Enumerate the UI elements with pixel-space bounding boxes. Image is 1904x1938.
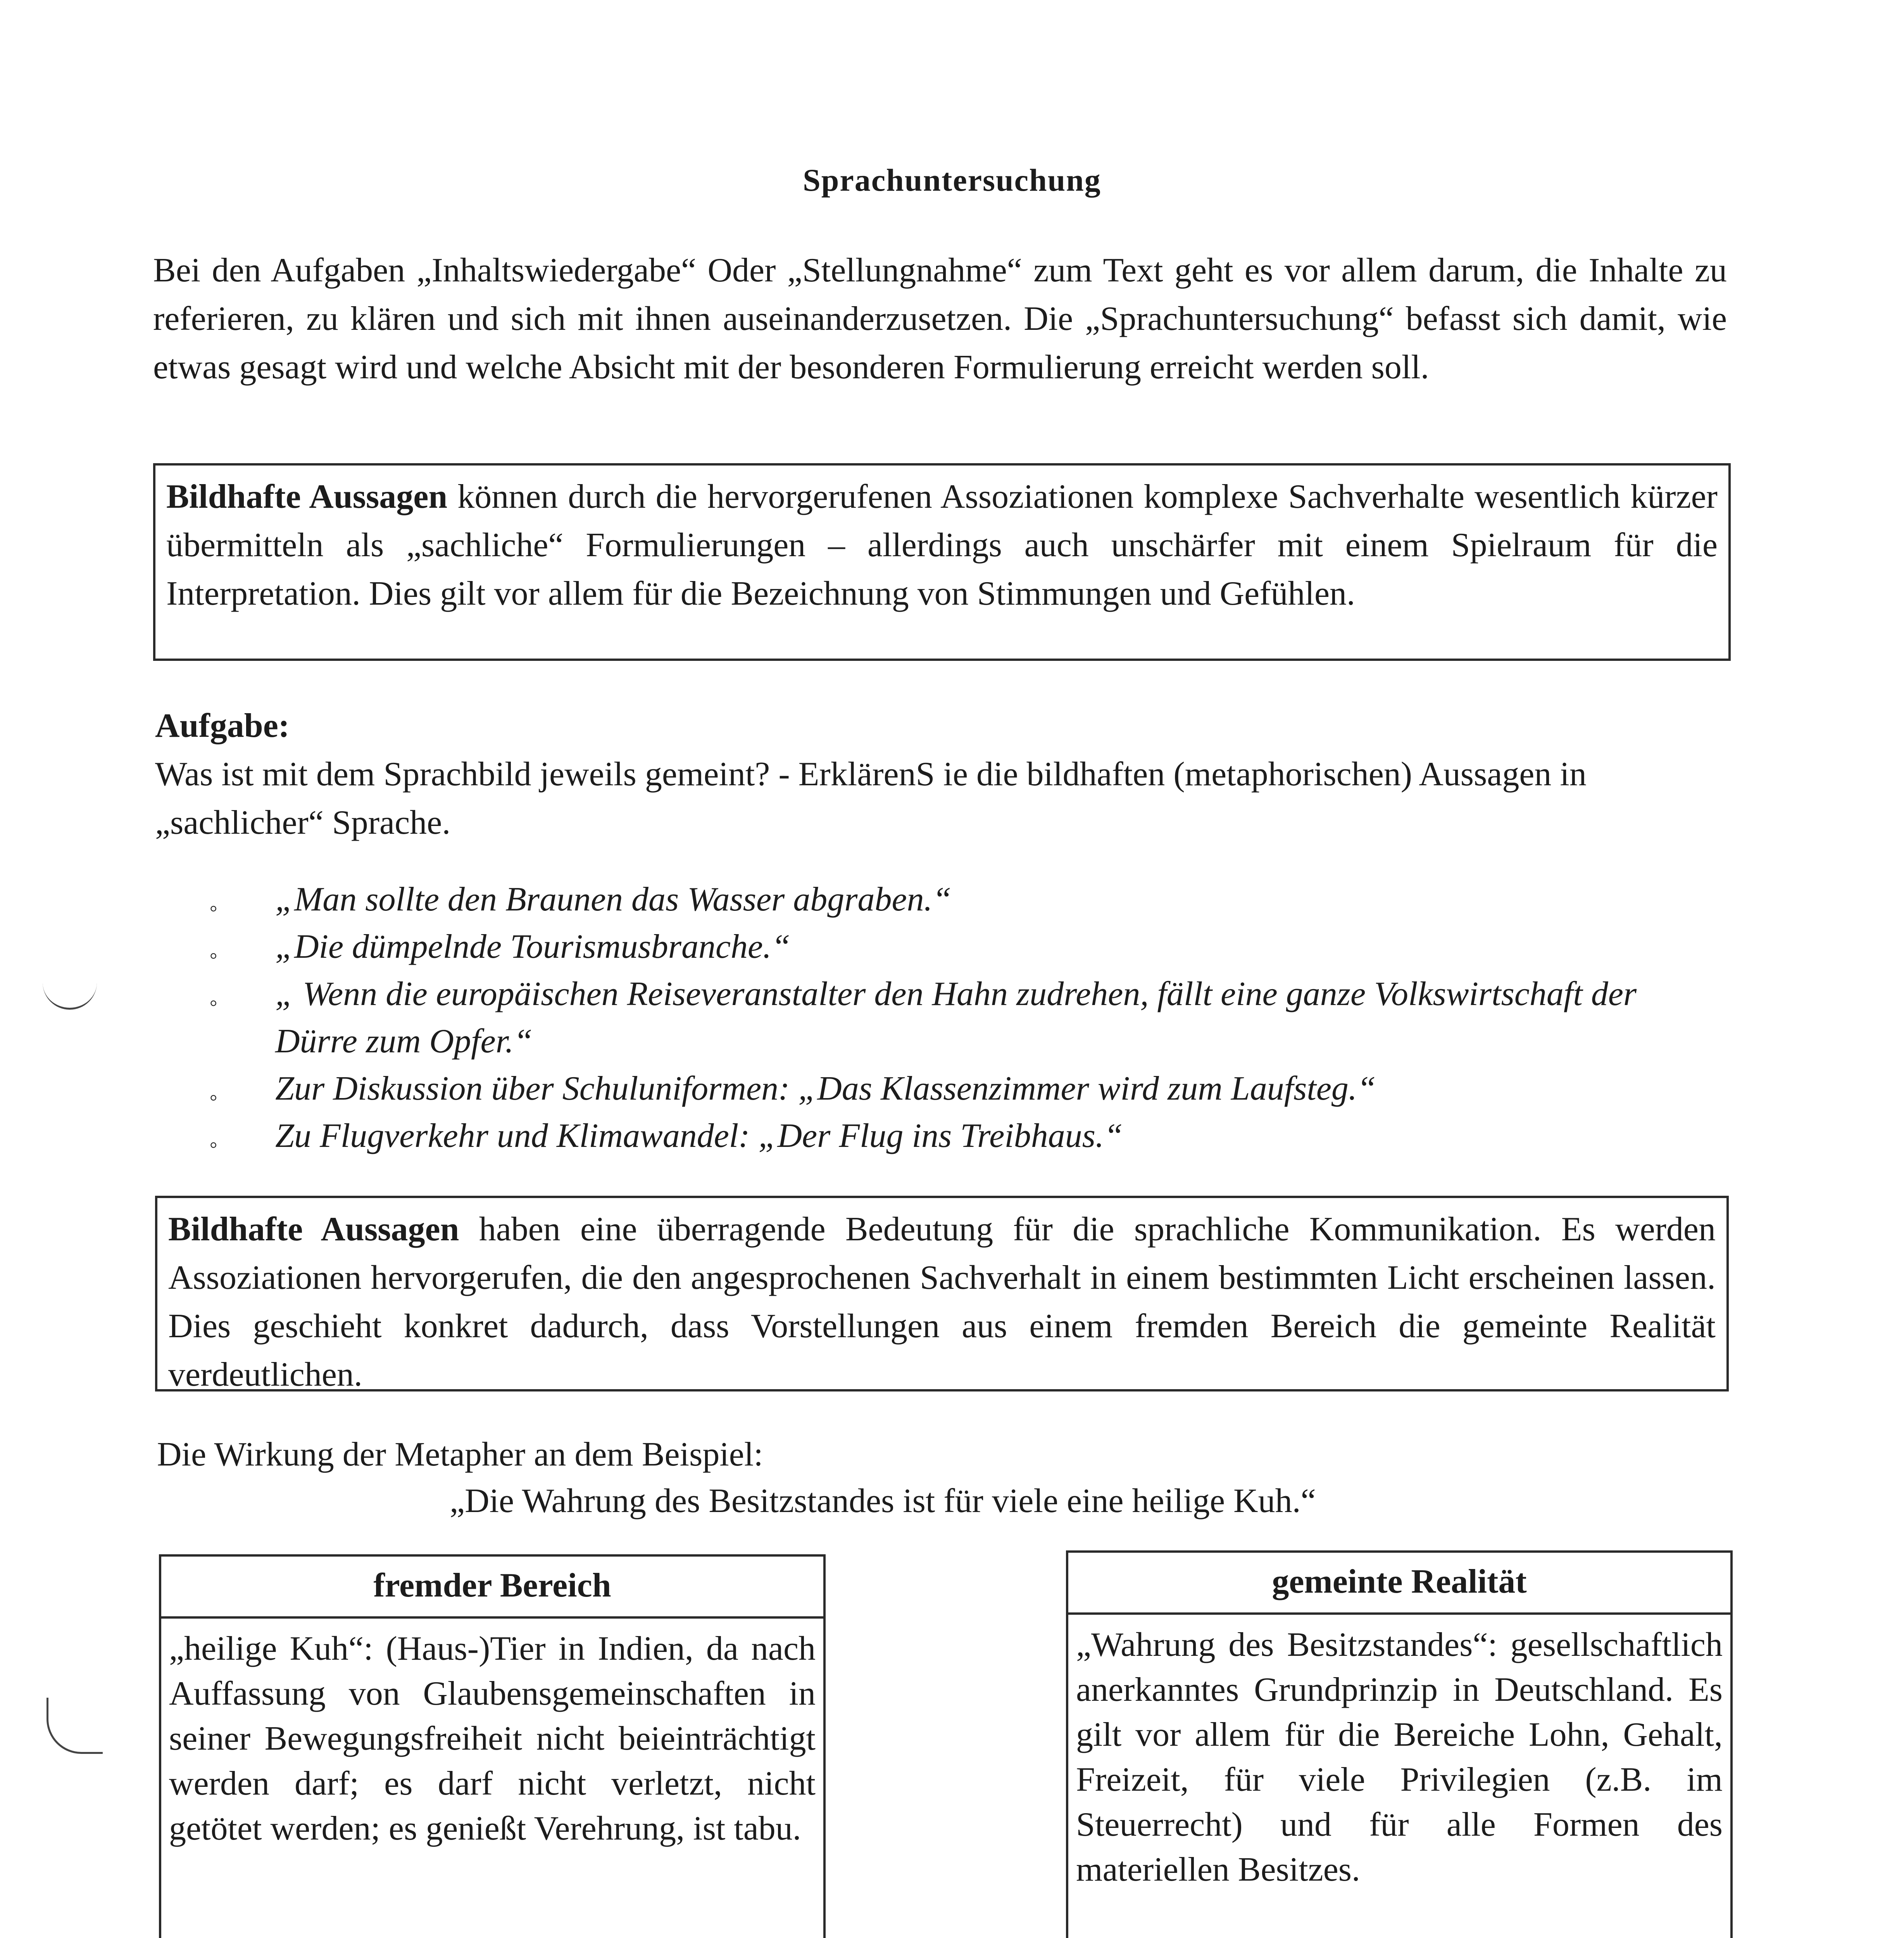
- info-box-2-body: haben eine überragende Bedeutung für die sprachliche Kommunikation. Es werden Assoziationen hervorgerufen, die den angesprochenen Sachverhalt in einem bestimmten Licht erscheinen lassen. Dies geschieht konkret dadurch, dass Vorstellungen aus einem fremden Bereich die gemeinte Realität verdeutlichen.: [168, 1210, 1716, 1393]
- comparison-left-heading: fremder Bereich: [161, 1557, 823, 1619]
- info-box-1-heading: Bildhafte Aussagen: [166, 478, 448, 516]
- bullet-icon: ◦: [209, 943, 218, 968]
- bullet-icon: ◦: [209, 895, 218, 921]
- list-item: ◦ „Die dümpelnde Tourismusbranche.“: [209, 923, 1644, 971]
- info-box-1: [153, 463, 1731, 661]
- scan-mark: [47, 1698, 103, 1754]
- list-item: ◦ „Man sollte den Braunen das Wasser abgraben.“: [209, 876, 1644, 923]
- comparison-box-right: [1066, 1550, 1733, 1938]
- info-box-2: [155, 1196, 1729, 1391]
- list-item: ◦ Zur Diskussion über Schuluniformen: „Das Klassenzimmer wird zum Laufsteg.“: [209, 1065, 1644, 1112]
- comparison-right-text: „Wahrung des Besitzstandes“: gesellschaftlich anerkanntes Grundprinzip in Deutschland. Es gilt vor allem für die Bereiche Lohn, Gehalt, Freizeit, für viele Privilegien (z.B. im Steuerrecht) und für alle Formen des materiellen Besitzes.: [1076, 1626, 1723, 1888]
- list-item: ◦ Zu Flugverkehr und Klimawandel: „Der Flug ins Treibhaus.“: [209, 1112, 1644, 1160]
- task-text: Was ist mit dem Sprachbild jeweils gemeint? - ErklärenS ie die bildhaften (metaphorischen) Aussagen in „sachlicher“ Sprache.: [155, 755, 1587, 841]
- task-section: [155, 702, 1706, 847]
- info-box-2-text: [168, 1205, 1716, 1399]
- bullet-icon: ◦: [209, 1132, 218, 1157]
- comparison-left-text: „heilige Kuh“: (Haus-)Tier in Indien, da nach Auffassung von Glaubensgemeinschaften in seiner Bewegungsfreiheit nicht beieinträchtigt werden darf; es darf nicht verletzt, nicht getötet werden; es genießt Verehrung, ist tabu.: [169, 1630, 816, 1847]
- intro-paragraph: [153, 246, 1727, 391]
- comparison-box-left: [159, 1554, 826, 1938]
- info-box-1-text: [166, 472, 1718, 618]
- example-intro: Die Wirkung der Metapher an dem Beispiel:: [157, 1436, 763, 1473]
- info-box-2-heading: Bildhafte Aussagen: [168, 1210, 459, 1248]
- metaphor-list: [209, 876, 1644, 1160]
- scan-mark: [43, 973, 97, 1010]
- task-heading: Aufgabe:: [155, 707, 290, 745]
- bullet-icon: ◦: [209, 1085, 218, 1110]
- list-item: ◦ „ Wenn die europäischen Reiseveranstalter den Hahn zudrehen, fällt eine ganze Volkswirtschaft der Dürre zum Opfer.“: [209, 975, 1637, 1060]
- comparison-right-heading: gemeinte Realität: [1068, 1553, 1730, 1615]
- example-quote: „Die Wahrung des Besitzstandes ist für viele eine heilige Kuh.“: [450, 1482, 1316, 1520]
- page-title: Sprachuntersuchung: [803, 162, 1101, 198]
- bullet-icon: ◦: [209, 990, 218, 1016]
- intro-text: Bei den Aufgaben „Inhaltswiedergabe“ Oder „Stellungnahme“ zum Text geht es vor allem darum, die Inhalte zu referieren, zu klären und sich mit ihnen auseinanderzusetzen. Die „Sprachuntersuchung“ befasst sich damit, wie etwas gesagt wird und welche Absicht mit der besonderen Formulierung erreicht werden soll.: [153, 252, 1727, 386]
- info-box-1-body: können durch die hervorgerufenen Assoziationen komplexe Sachverhalte wesentlich kürzer übermitteln als „sachliche“ Formulierungen – allerdings auch unschärfer mit einem Spielraum für die Interpretation. Dies gilt vor allem für die Bezeichnung von Stimmungen und Gefühlen.: [166, 478, 1718, 612]
